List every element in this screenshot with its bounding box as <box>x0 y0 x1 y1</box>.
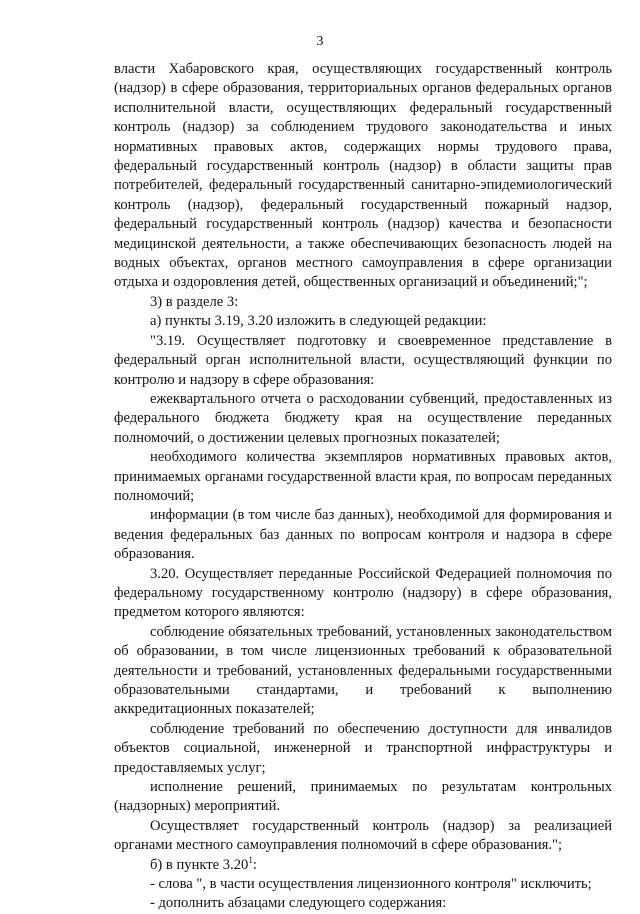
paragraph: информации (в том числе баз данных), необходимой для формирования и ведения федеральных баз данных по вопросам контроля и надзора в сфере образования. <box>114 507 612 563</box>
paragraph: а) пункты 3.19, 3.20 изложить в следующей редакции: <box>150 313 487 330</box>
paragraph-item-b <box>114 856 612 875</box>
paragraph: власти Хабаровского края, осуществляющих государственный контроль (надзор) в сфере образования, территориальных органов федеральных органов исполнительной власти, осуществляющих федеральный государственный контроль (надзор) за соблюдением трудового законодательства и иных нормативных правовых актов, содержащих нормы трудового права, федеральный государственный контроль (надзор) в области защиты прав потребителей, федеральный государственный санитарно-эпидемиологический контроль (надзор), федеральный государственный пожарный надзор, федеральный государственный контроль (надзор) качества и безопасности медицинской деятельности, а также обеспечивающих безопасность людей на водных объектах, органов местного самоуправления в сфере организации отдыха и оздоровления детей, общественных организаций и объединений;"; <box>114 61 612 291</box>
paragraph: 3.20. Осуществляет переданные Российской Федерацией полномочия по федеральному государственному контролю (надзору) в сфере образования, предметом которого являются: <box>114 565 612 621</box>
item-b-superscript: 1 <box>248 854 253 865</box>
paragraph: "3.19. Осуществляет подготовку и своевременное представление в федеральный орган исполнительной власти, осуществляющий функции по контролю и надзору в сфере образования: <box>114 332 612 388</box>
paragraph: соблюдение требований по обеспечению доступности для инвалидов объектов социальной, инженерной и транспортной инфраструктуры и предоставляемых услуг; <box>114 720 612 776</box>
item-b-text: б) в пункте 3.20 <box>150 856 249 873</box>
paragraph: Осуществляет государственный контроль (надзор) за реализацией органами местного самоуправления полномочий в сфере образования."; <box>114 817 612 854</box>
paragraph: исполнение решений, принимаемых по результатам контрольных (надзорных) мероприятий. <box>114 779 612 815</box>
page-number: 3 <box>316 34 324 49</box>
paragraph: - слова ", в части осуществления лицензионного контроля" исключить; <box>150 876 592 893</box>
item-b-suffix: : <box>252 856 257 873</box>
paragraph: - дополнить абзацами следующего содержания: <box>150 895 447 912</box>
paragraph: 3) в разделе 3: <box>150 293 239 310</box>
paragraph: необходимого количества экземпляров нормативных правовых актов, принимаемых органами государственной власти края, по вопросам переданных полномочий; <box>114 449 612 504</box>
paragraph: соблюдение обязательных требований, установленных законодательством об образовании, в том числе лицензионных требований к образовательной деятельности и требований, установленных федеральными государственными образовательными стандартами, и требований к выполнению аккредитационных показателей; <box>114 623 612 718</box>
paragraph: ежеквартального отчета о расходовании субвенций, предоставленных из федерального бюджета бюджету края на осуществление переданных полномочий, о достижении целевых прогнозных показателей; <box>114 390 612 446</box>
document-body <box>114 60 612 914</box>
